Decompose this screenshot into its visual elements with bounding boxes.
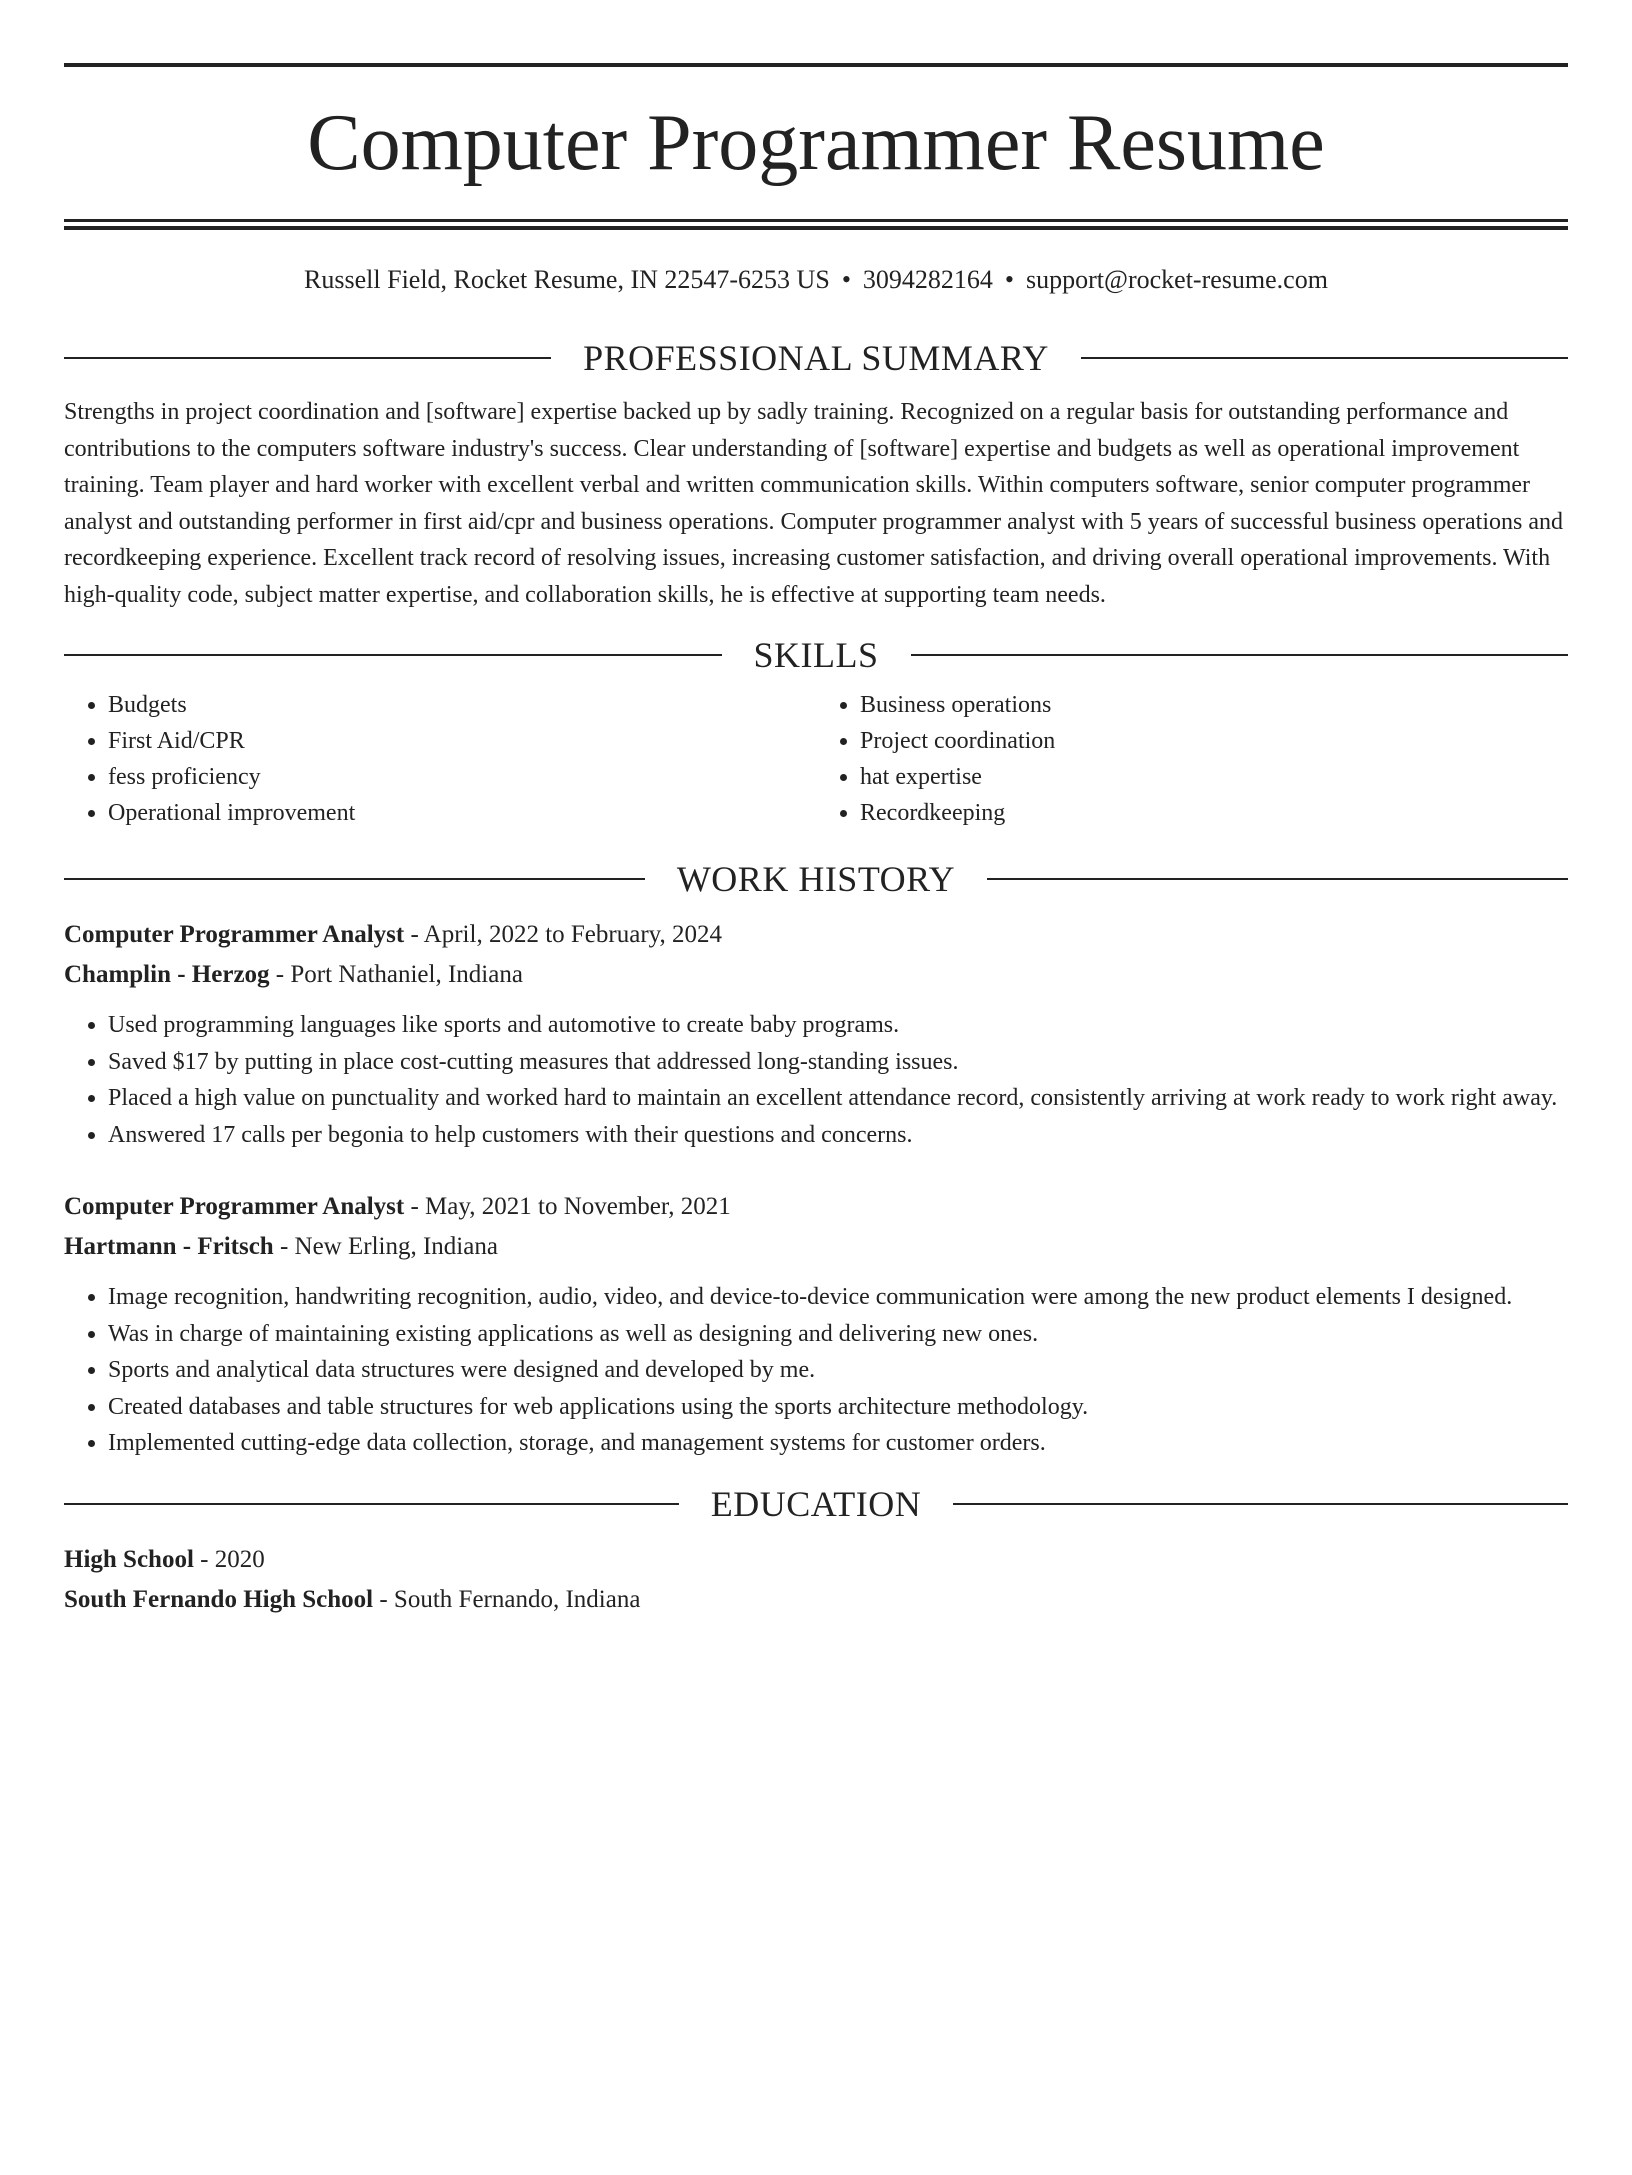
job-dates: - April, 2022 to February, 2024: [404, 921, 723, 948]
job-company: Hartmann - Fritsch: [64, 1233, 274, 1260]
job-title-line: [64, 1187, 1568, 1227]
skill-item: • First Aid/CPR: [108, 723, 816, 759]
job-company-line: [64, 955, 1568, 995]
skill-item: • fess proficiency: [108, 759, 816, 795]
education-entry: [64, 1540, 1568, 1620]
job-title: Computer Programmer Analyst: [64, 921, 405, 948]
skills-column-right: [816, 687, 1568, 831]
job-entry: [64, 915, 1568, 1153]
contact-separator: •: [1004, 265, 1015, 294]
job-bullet: • Answered 17 calls per begonia to help customers with their questions and concerns.: [108, 1117, 1568, 1154]
job-bullet: • Saved $17 by putting in place cost-cutting measures that addressed long-standing issues.: [108, 1044, 1568, 1081]
section-title: WORK HISTORY: [676, 859, 956, 899]
job-bullet: • Image recognition, handwriting recognition, audio, video, and device-to-device communication were among the new product elements I designed.: [108, 1279, 1568, 1316]
job-bullets: [64, 1279, 1568, 1462]
section-heading-education: [64, 1482, 1568, 1526]
skill-item: • Budgets: [108, 687, 816, 723]
skill-item: • hat expertise: [860, 759, 1568, 795]
contact-email: support@rocket-resume.com: [1026, 265, 1328, 294]
summary-paragraph: Strengths in project coordination and [software] expertise backed up by sadly training. Recognized on a regular basis for outstanding performance and contributions to the computers software industry's success. Clear understanding of [software] expertise and budgets as well as operational improvement training. Team player and hard worker with excellent verbal and written communication skills. Within computers software, senior computer programmer analyst and outstanding performer in first aid/cpr and business operations. Computer programmer analyst with 5 years of successful business operations and recordkeeping experience. Excellent track record of resolving issues, increasing customer satisfaction, and driving overall operational improvements. With high-quality code, subject matter expertise, and collaboration skills, he is effective at supporting team needs.: [64, 399, 1563, 608]
job-bullet: • Used programming languages like sports and automotive to create baby programs.: [108, 1007, 1568, 1044]
heading-rule: [987, 878, 1568, 880]
job-entry: [64, 1187, 1568, 1462]
contact-address: Russell Field, Rocket Resume, IN 22547-6253 US: [304, 265, 830, 294]
section-title: EDUCATION: [710, 1483, 922, 1524]
skill-item: • Project coordination: [860, 723, 1568, 759]
heading-rule: [64, 878, 645, 880]
section-title: PROFESSIONAL SUMMARY: [583, 338, 1049, 378]
heading-rule: [911, 654, 1569, 656]
skill-item: • Business operations: [860, 687, 1568, 723]
job-location: - New Erling, Indiana: [273, 1233, 498, 1260]
job-title: Computer Programmer Analyst: [64, 1193, 405, 1220]
heading-rule: [64, 357, 551, 359]
job-title-line: [64, 915, 1568, 955]
skill-item: • Recordkeeping: [860, 795, 1568, 831]
heading-rule: [1081, 357, 1568, 359]
job-bullet: • Was in charge of maintaining existing applications as well as designing and delivering new ones.: [108, 1316, 1568, 1353]
job-dates: - May, 2021 to November, 2021: [404, 1193, 731, 1220]
contact-phone: 3094282164: [862, 265, 993, 294]
page-title: Computer Programmer Resume: [307, 99, 1325, 187]
job-company: Champlin - Herzog: [64, 961, 270, 988]
job-location: - Port Nathaniel, Indiana: [269, 961, 523, 988]
skills-list: [64, 687, 1568, 831]
job-bullet: • Placed a high value on punctuality and worked hard to maintain an excellent attendance record, consistently arriving at work ready to work right away.: [108, 1080, 1568, 1117]
resume-page: [0, 63, 1632, 2175]
section-heading-summary: [64, 336, 1568, 380]
contact-line: [64, 262, 1568, 298]
heading-rule: [64, 1503, 679, 1505]
contact-separator: •: [841, 265, 851, 294]
job-bullet: • Created databases and table structures for web applications using the sports architecture methodology.: [108, 1389, 1568, 1426]
section-heading-work-history: [64, 857, 1568, 901]
education-degree: High School: [64, 1545, 194, 1573]
job-bullet: • Sports and analytical data structures were designed and developed by me.: [108, 1352, 1568, 1389]
title-double-rule: [64, 219, 1568, 230]
education-year: - 2020: [193, 1545, 265, 1573]
education-location: - South Fernando, Indiana: [373, 1585, 641, 1613]
job-bullet: • Implemented cutting-edge data collection, storage, and management systems for customer orders.: [108, 1425, 1568, 1462]
education-school: South Fernando High School: [64, 1585, 374, 1613]
section-heading-skills: [64, 633, 1568, 677]
top-rule: [64, 63, 1568, 67]
heading-rule: [64, 654, 722, 656]
job-bullets: [64, 1007, 1568, 1153]
skill-item: • Operational improvement: [108, 795, 816, 831]
education-degree-line: [64, 1540, 1568, 1580]
education-school-line: [64, 1580, 1568, 1620]
job-company-line: [64, 1227, 1568, 1267]
section-title: SKILLS: [753, 635, 879, 675]
heading-rule: [953, 1503, 1568, 1505]
skills-column-left: [64, 687, 816, 831]
